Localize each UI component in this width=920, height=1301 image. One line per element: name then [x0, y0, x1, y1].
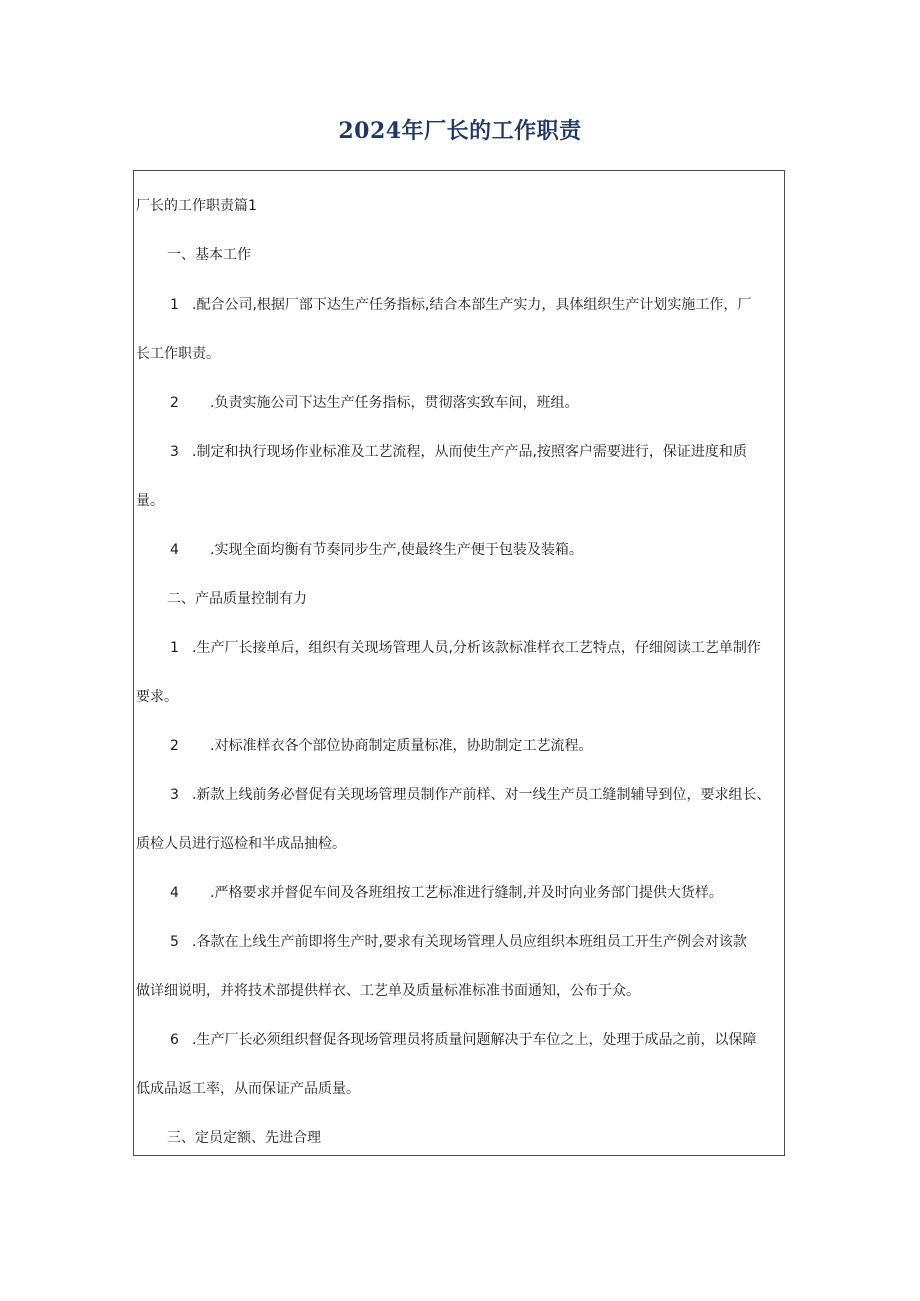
list-item [136, 1031, 756, 1049]
list-item [136, 737, 592, 755]
item-text: .新款上线前务必督促有关现场管理员制作产前样、对一线生产员工缝制辅导到位，要求组长、 [192, 787, 771, 803]
content-frame [133, 170, 785, 1156]
item-text: .对标准样衣各个部位协商制定质量标准，协助制定工艺流程。 [210, 738, 593, 754]
item-number: 1 [170, 640, 179, 656]
item-text: .制定和执行现场作业标准及工艺流程，从而使生产产品,按照客户需要进行，保证进度和质 [192, 444, 747, 460]
item-text: .生产厂长接单后，组织有关现场管理人员,分析该款标准样衣工艺特点，仔细阅读工艺单制作 [192, 640, 761, 656]
list-item-continuation: 质检人员进行巡检和半成品抽检。 [136, 836, 346, 852]
list-item [136, 933, 747, 951]
list-item [136, 443, 747, 461]
item-text: .负责实施公司下达生产任务指标，贯彻落实致车间，班组。 [210, 395, 579, 411]
item-number: 4 [170, 885, 179, 901]
item-text: .严格要求并督促车间及各班组按工艺标准进行缝制,并及时向业务部门提供大货样。 [210, 885, 723, 901]
list-item-continuation: 做详细说明，并将技术部提供样衣、工艺单及质量标准标准书面通知，公布于众。 [136, 983, 640, 999]
list-item-continuation: 量。 [136, 493, 164, 509]
item-number: 2 [170, 395, 179, 411]
list-item [136, 296, 751, 314]
item-number: 6 [170, 1032, 179, 1048]
item-number: 3 [170, 787, 179, 803]
list-item-continuation: 要求。 [136, 689, 178, 705]
list-item [136, 639, 761, 657]
list-item-continuation: 低成品返工率，从而保证产品质量。 [136, 1081, 360, 1097]
list-item [136, 394, 578, 412]
part2-heading: 二、产品质量控制有力 [167, 591, 307, 607]
part1-heading: 一、基本工作 [167, 247, 251, 263]
list-item-continuation: 长工作职责。 [136, 346, 220, 362]
item-text: .生产厂长必须组织督促各现场管理员将质量问题解决于车位之上，处理于成品之前，以保障 [192, 1032, 757, 1048]
item-number: 1 [170, 297, 179, 313]
part3-heading: 三、定员定额、先进合理 [167, 1130, 321, 1146]
list-item [136, 541, 583, 559]
item-text: .各款在上线生产前即将生产时,要求有关现场管理人员应组织本班组员工开生产例会对该款 [192, 934, 747, 950]
list-item [136, 786, 770, 804]
document-title: 2024年厂长的工作职责 [338, 118, 582, 144]
section-heading: 厂长的工作职责篇1 [136, 198, 257, 214]
item-number: 2 [170, 738, 179, 754]
item-number: 4 [170, 542, 179, 558]
item-text: .配合公司,根据厂部下达生产任务指标,结合本部生产实力，具体组织生产计划实施工作，厂 [192, 297, 752, 313]
item-text: .实现全面均衡有节奏同步生产,使最终生产便于包装及装箱。 [210, 542, 583, 558]
item-number: 3 [170, 444, 179, 460]
item-number: 5 [170, 934, 179, 950]
list-item [136, 884, 723, 902]
